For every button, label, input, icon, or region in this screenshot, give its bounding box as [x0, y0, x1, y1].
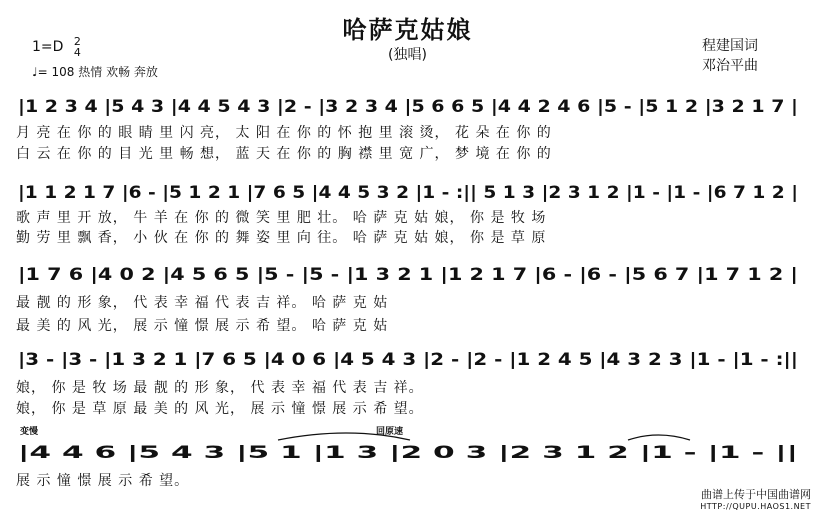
- score-row-2-lyrics-verse-2: 勤 劳 里 飘 香， 小 伙 在 你 的 舞 姿 里 向 往。 哈 萨 克 姑 娘， 你 是 草 原: [16, 230, 547, 246]
- score-row-4-notation-svg: [18, 343, 798, 373]
- score-row-2: [18, 176, 798, 206]
- composer-credit: 邓治平曲: [702, 58, 758, 74]
- credits: [702, 36, 758, 76]
- score-row-4: [18, 343, 798, 373]
- time-signature-bottom: 4: [73, 46, 81, 59]
- score-row-2-notation: |1 1 2 1 7 |6 - |5 1 2 1 |7 6 5 |4 4 5 3 2 |1 - :|| 5 1 3 |2 3 1 2 |1 - |1 - |6 7 1 2 |: [18, 183, 798, 203]
- key-signature: [32, 36, 81, 58]
- tempo-marking: ♩= 108 热情 欢畅 奔放: [32, 65, 158, 79]
- score-row-5: [18, 436, 798, 466]
- score-row-1: [18, 90, 798, 120]
- tempo-return-marker: 回原速: [376, 427, 404, 437]
- watermark-text: 曲谱上传于中国曲谱网: [701, 488, 811, 501]
- tempo-change-slow-marker: 变慢: [20, 427, 39, 437]
- time-signature-top: 2: [73, 35, 81, 48]
- score-row-4-notation: |3 - |3 - |1 3 2 1 |7 6 5 |4 0 6 |4 5 4 3 |2 - |2 - |1 2 4 5 |4 3 2 3 |1 - |1 - :||: [18, 350, 798, 370]
- score-row-4-lyrics-verse-2: 娘， 你 是 草 原 最 美 的 风 光， 展 示 憧 憬 展 示 希 望。: [16, 401, 424, 417]
- time-signature: [74, 36, 81, 58]
- key-label: 1=D: [32, 39, 64, 55]
- score-row-3-notation-svg: [18, 258, 798, 288]
- score-row-3: [18, 258, 798, 288]
- score-row-2-notation-svg: [18, 176, 798, 206]
- watermark-url: HTTP://QUPU.HAOS1.NET: [700, 502, 811, 511]
- site-watermark: [700, 489, 811, 513]
- score-row-1-notation: |1 2 3 4 |5 4 3 |4 4 5 4 3 |2 - |3 2 3 4 |5 6 6 5 |4 4 2 4 6 |5 - |5 1 2 |3 2 1 7 |: [18, 97, 798, 117]
- score-row-5-notation: |4 4 6 |5 4 3 |5 1 |1 3 |2 0 3 |2 3 1 2 |1 - |1 - ||: [18, 443, 798, 463]
- score-row-1-lyrics-verse-1: 月 亮 在 你 的 眼 睛 里 闪 亮， 太 阳 在 你 的 怀 抱 里 滚 烫， 花 朵 在 你 的: [16, 125, 552, 141]
- score-row-3-lyrics-verse-1: 最 靓 的 形 象， 代 表 幸 福 代 表 吉 祥。 哈 萨 克 姑: [16, 295, 389, 311]
- fermata-arc: [628, 435, 690, 440]
- score-row-5-lyrics: 展 示 憧 憬 展 示 希 望。: [16, 473, 190, 489]
- page-title: 哈萨克姑娘: [342, 16, 473, 44]
- score-row-3-notation: |1 7 6 |4 0 2 |4 5 6 5 |5 - |5 - |1 3 2 1 |1 2 1 7 |6 - |6 - |5 6 7 |1 7 1 2 |: [18, 265, 799, 285]
- page-subtitle: (独唱): [388, 47, 427, 63]
- score-row-5-notation-svg: [18, 436, 798, 466]
- score-row-1-lyrics-verse-2: 白 云 在 你 的 目 光 里 畅 想， 蓝 天 在 你 的 胸 襟 里 宽 广， 梦 境 在 你 的: [16, 146, 552, 162]
- score-row-4-lyrics-verse-1: 娘， 你 是 牧 场 最 靓 的 形 象， 代 表 幸 福 代 表 吉 祥。: [16, 380, 424, 396]
- score-row-2-lyrics-verse-1: 歌 声 里 开 放， 牛 羊 在 你 的 微 笑 里 肥 壮。 哈 萨 克 姑 娘， 你 是 牧 场: [16, 210, 547, 226]
- score-row-1-notation-svg: [18, 90, 798, 120]
- lyricist-credit: 程建国词: [702, 38, 758, 54]
- score-row-3-lyrics-verse-2: 最 美 的 风 光， 展 示 憧 憬 展 示 希 望。 哈 萨 克 姑: [16, 318, 389, 334]
